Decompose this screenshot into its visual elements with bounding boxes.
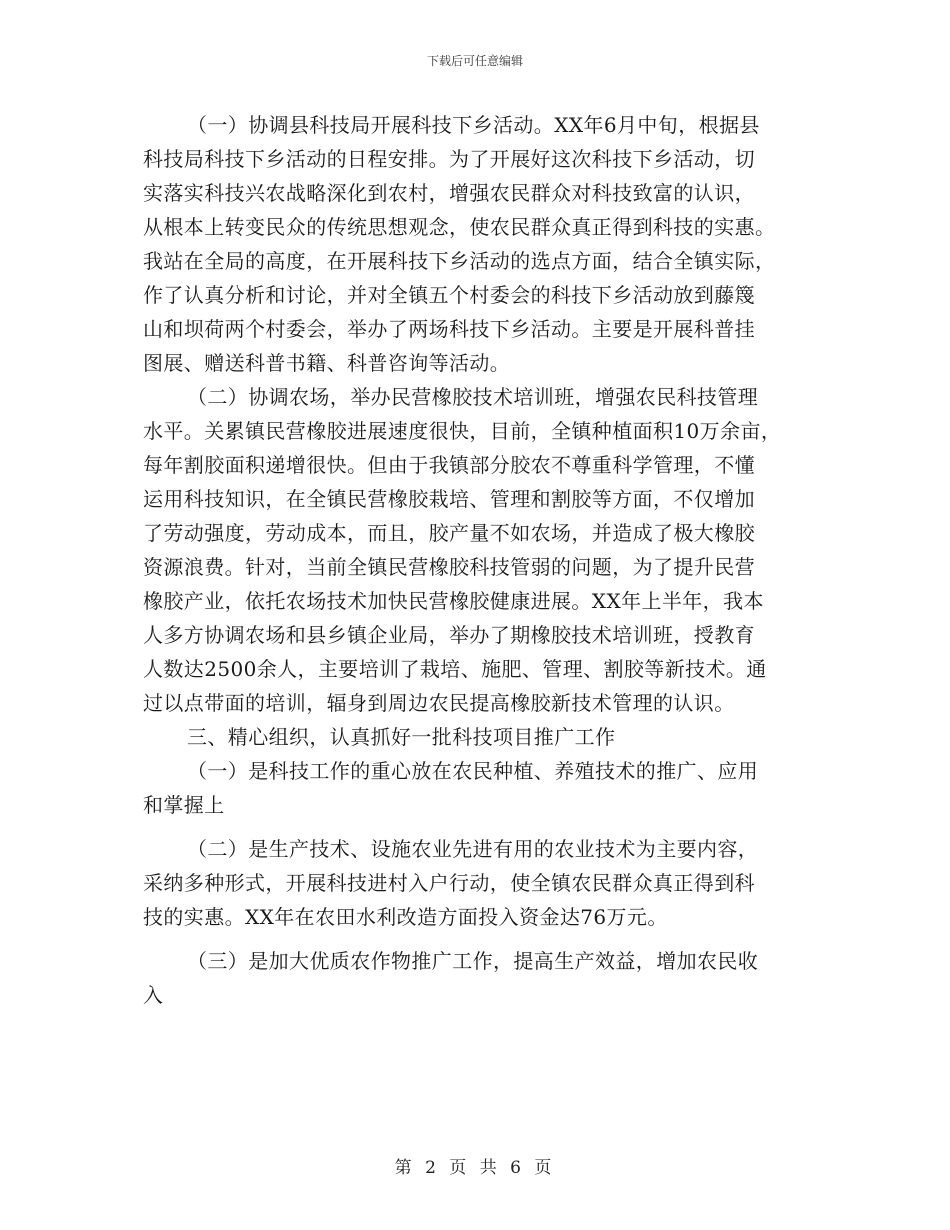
section-heading: 三、精心组织，认真抓好一批科技项目推广工作 xyxy=(187,725,616,749)
page-number: 第 2 页 共 6 页 xyxy=(394,1158,556,1178)
page-header-note: 下载后可任意编辑 xyxy=(426,54,523,68)
paragraph-line: 图展、赠送科普书籍、科普咨询等活动。 xyxy=(143,351,511,375)
paragraph-line: 和掌握上 xyxy=(143,793,225,817)
paragraph-line: （三）是加大优质农作物推广工作，提高生产效益，增加农民收 xyxy=(187,949,759,973)
paragraph-line: 山和坝荷两个村委会，举办了两场科技下乡活动。主要是开展科普挂 xyxy=(143,317,755,341)
paragraph-line: 了劳动强度，劳动成本，而且，胶产量不如农场，并造成了极大橡胶 xyxy=(143,521,755,545)
paragraph-line: 入 xyxy=(143,983,164,1007)
paragraph-line: 采纳多种形式，开展科技进村入户行动，使全镇农民群众真正得到科 xyxy=(143,871,755,895)
paragraph-line: 人多方协调农场和县乡镇企业局，举办了期橡胶技术培训班，授教育 xyxy=(143,623,755,647)
paragraph-line: 每年割胶面积递增很快。但由于我镇部分胶农不尊重科学管理，不懂 xyxy=(143,453,755,477)
paragraph-line: （一）协调县科技局开展科技下乡活动。XX年6月中旬，根据县 xyxy=(187,113,760,137)
paragraph-line: 橡胶产业，依托农场技术加快民营橡胶健康进展。XX年上半年，我本 xyxy=(143,589,764,613)
paragraph-line: （一）是科技工作的重心放在农民种植、养殖技术的推广、应用 xyxy=(187,759,759,783)
paragraph-line: 水平。关累镇民营橡胶进展速度很快，目前，全镇种植面积10万余亩， xyxy=(143,419,782,443)
paragraph-line: 科技局科技下乡活动的日程安排。为了开展好这次科技下乡活动，切 xyxy=(143,147,755,171)
paragraph-line: 我站在全局的高度，在开展科技下乡活动的选点方面，结合全镇实际， xyxy=(143,249,776,273)
paragraph-line: 资源浪费。针对，当前全镇民营橡胶科技管弱的问题，为了提升民营 xyxy=(143,555,755,579)
paragraph-line: （二）是生产技术、设施农业先进有用的农业技术为主要内容， xyxy=(187,837,759,861)
paragraph-line: 过以点带面的培训，辐身到周边农民提高橡胶新技术管理的认识。 xyxy=(143,691,735,715)
paragraph-line: 实落实科技兴农战略深化到农村，增强农民群众对科技致富的认识， xyxy=(143,181,755,205)
paragraph-line: 运用科技知识，在全镇民营橡胶栽培、管理和割胶等方面，不仅增加 xyxy=(143,487,755,511)
paragraph-line: （二）协调农场，举办民营橡胶技术培训班，增强农民科技管理 xyxy=(187,385,759,409)
paragraph-line: 从根本上转变民众的传统思想观念，使农民群众真正得到科技的实惠。 xyxy=(143,215,776,239)
document-body xyxy=(143,108,811,1012)
paragraph-line: 技的实惠。XX年在农田水利改造方面投入资金达76万元。 xyxy=(143,905,668,929)
paragraph-line: 作了认真分析和讨论，并对全镇五个村委会的科技下乡活动放到藤篾 xyxy=(143,283,755,307)
paragraph-line: 人数达2500余人，主要培训了栽培、施肥、管理、割胶等新技术。通 xyxy=(143,657,767,681)
